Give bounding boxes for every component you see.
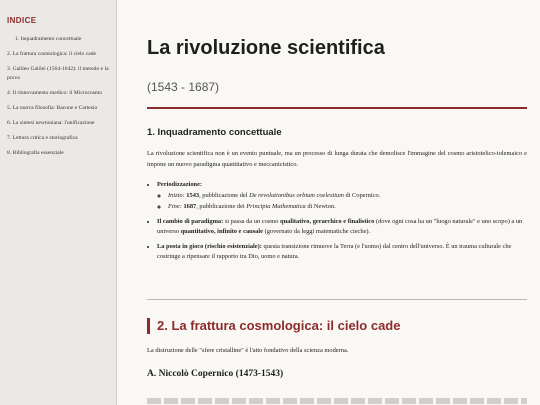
periodization-label: Periodizzazione: [157,181,203,188]
stake-text: questa transizione rimuove la Terra (e l'uomo) dal centro dell'universo. È un trauma culturale che costringe a ripensare il rapporto tra Dio, uomo e natura. [157,242,512,260]
subbullet-inizio [168,191,527,202]
toc-item-nuova-filosofia[interactable]: 5. La nuova filosofia: Bacone e Cartesio [7,104,98,111]
start-year: 1543 [186,191,200,199]
end-year: 1687 [183,203,197,210]
start-work: De revolutionibus orbium coelestium [249,191,344,199]
toc-item-rinnovamento-medico[interactable]: 4. Il rinnovamento medico: il Microcosmo [7,89,103,96]
start-author: di Copernico. [343,191,381,199]
section-2-title: 2. La frattura cosmologica: il cielo cade [147,318,527,334]
sidebar [0,0,117,405]
toc-item-sintesi-newtoniana[interactable]: 6. La sintesi newtoniana: l'unificazione [7,120,95,127]
start-label: Inizio: [168,191,185,199]
section-frattura-cosmologica [147,318,527,379]
section-1-intro: La rivoluzione scientifica non è un evento puntuale, ma un processo di lunga durata che demolisce l'immagine del cosmo aristotelico-tolemaico e impone un nuovo paradigma quantitativo e meccanicistico. [147,150,527,168]
toc-item-inquadramento[interactable]: 1. Inquadramento concettuale [15,36,82,42]
end-label: Fine: [168,203,182,210]
paradigm-label: Il cambio di paradigma: [157,217,224,225]
title-divider [147,107,527,109]
start-text: , pubblicazione del [199,191,250,199]
stake-label: La posta in gioco (rischio esistenziale): [157,242,262,250]
paradigm-text-2: (dove ogni cosa ha un "luogo naturale" e uno scopo) a un universo [157,217,523,235]
end-work: Principia Mathematica [246,203,306,210]
end-text: , pubblicazione dei [196,203,247,210]
subbullet-fine [168,202,527,213]
page-subtitle: (1543 - 1687) [147,80,220,94]
paradigm-bold-1: qualitativo, gerarchico e finalistico [280,217,375,225]
main-content [147,0,527,405]
section-1-bullets [147,180,527,263]
toc-item-frattura-cosmologica[interactable]: 2. La frattura cosmologica: il cielo cade [7,51,96,58]
bullet-posta-in-gioco [157,242,527,263]
toc-heading: INDICE [7,16,37,25]
paradigm-text-3: (governato da leggi matematiche cieche). [262,228,371,235]
paradigm-text-1: si passa da un cosmo [223,217,281,225]
cut-off-text-line [147,398,527,404]
bullet-cambio-paradigma [157,217,527,238]
section-inquadramento [147,127,527,267]
toc-item-galileo[interactable]: 3. Galileo Galilei (1564-1642): il metodo e la prova [7,66,109,81]
toc-item-bibliografia[interactable]: 8. Bibliografia essenziale [7,150,64,157]
section-2-intro: La distruzione delle "sfere cristalline" è l'atto fondativo della scienza moderna. [147,347,349,354]
paradigm-bold-2: quantitativo, infinito e causale [180,228,263,235]
bullet-periodizzazione [157,180,527,213]
page-title: La rivoluzione scientifica [147,37,385,59]
subsection-copernico-title: A. Niccolò Copernico (1473-1543) [147,368,284,379]
periodization-sublist [157,191,527,213]
end-author: di Newton. [305,203,336,210]
section-divider [147,299,527,300]
section-1-title: 1. Inquadramento concettuale [147,127,282,138]
toc-list [7,35,109,158]
toc-item-lettura-critica[interactable]: 7. Lettura critica e storiografica [7,135,78,142]
